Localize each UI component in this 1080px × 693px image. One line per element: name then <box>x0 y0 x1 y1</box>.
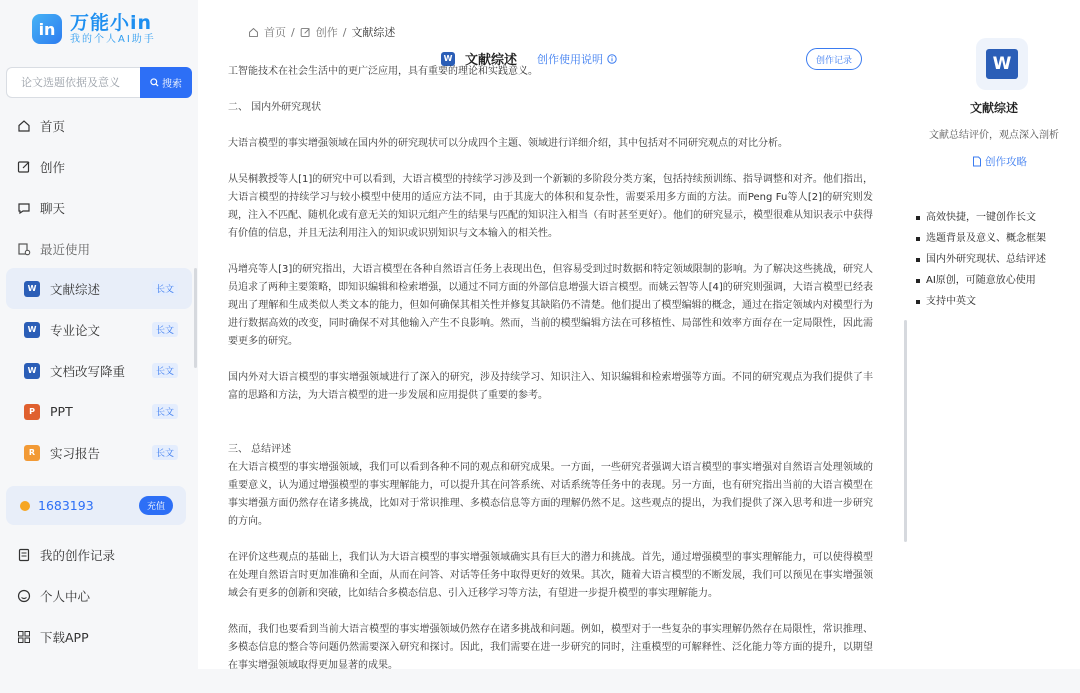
user-icon <box>16 588 32 604</box>
breadcrumb-separator: / <box>291 25 295 39</box>
feature-list <box>916 207 1046 312</box>
recent-item-label: 文档改写降重 <box>50 363 126 379</box>
brand-name: 万能小in <box>70 12 153 34</box>
breadcrumb <box>248 24 395 40</box>
nav-profile-label: 个人中心 <box>40 589 91 604</box>
search-icon <box>150 78 159 87</box>
creation-record-button[interactable]: 创作记录 <box>806 48 862 70</box>
paragraph: 然而，我们也要看到当前大语言模型的事实增强领域仍然存在诸多挑战和问题。例如，模型对于一些复杂的事实理解仍然存在局限性，常识推理、多模态信息的整合等问题仍然需要深入研究和探讨。因此，我们需要在进一步研究的同时，注重模型的可解释性、泛化能力等方面的提升，以期望在事实增强领域取得更加显著的成果。 <box>228 624 873 671</box>
sidebar-scrollbar[interactable] <box>194 268 197 368</box>
home-icon <box>248 27 259 38</box>
ppt-icon: P <box>24 404 40 420</box>
long-text-badge: 长文 <box>152 322 178 337</box>
recent-item-rewrite[interactable] <box>6 350 192 391</box>
word-doc-icon <box>976 38 1028 90</box>
word-doc-icon: W <box>24 363 40 379</box>
paragraph: 从吴桐教授等人[1]的研究中可以看到，大语言模型的持续学习涉及到一个新颖的多阶段分类方案，包括持续预训练、指导调整和对齐。他们指出，大语言模型的持续学习与较小模型中使用的适应方法不同，由于其庞大的体积和复杂性，需要采用多方面的方法。而Peng Fu等人[2]的研究则发现，注入不匹配、随机化或有意无关的知识元组产生的结果与匹配的知识注入相当（有时甚至更好）。他们的研究显示，模型很难从知识表示中获得有价值的信息，并且无法利用注入的知识或识别知识与文本输入的相关性。 <box>228 174 873 239</box>
report-icon: R <box>24 445 40 461</box>
recharge-button[interactable]: 充值 <box>139 496 173 515</box>
info-panel <box>908 0 1080 669</box>
sidebar <box>0 0 198 669</box>
search-button[interactable] <box>140 67 192 98</box>
nav-recent <box>16 240 90 258</box>
brand-tagline: 我的个人AI助手 <box>70 34 156 45</box>
breadcrumb-home[interactable]: 首页 <box>264 26 286 39</box>
section-heading: 二、 国内外研究现状 <box>228 102 322 113</box>
creation-guide-label: 创作攻略 <box>985 156 1027 168</box>
nav-home-label: 首页 <box>40 119 66 134</box>
feature-item: 选题背景及意义、概念框架 <box>916 228 1046 249</box>
search-bar <box>6 67 192 98</box>
word-doc-icon: W <box>24 281 40 297</box>
search-input[interactable] <box>6 67 140 98</box>
chat-icon <box>16 200 32 216</box>
usage-guide-link[interactable]: 创作使用说明 <box>537 52 604 66</box>
credit-value: 1683193 <box>38 498 94 513</box>
section-heading: 三、 总结评述 <box>228 444 292 455</box>
feature-item: 国内外研究现状、总结评述 <box>916 249 1046 270</box>
content-scrollbar[interactable] <box>904 320 907 542</box>
panel-description: 文献总结评价，观点深入剖析 <box>929 130 1059 141</box>
nav-create[interactable] <box>16 158 65 176</box>
recent-item-internship-report[interactable] <box>6 432 192 473</box>
coin-icon <box>20 501 30 511</box>
long-text-badge: 长文 <box>152 281 178 296</box>
home-icon <box>16 118 32 134</box>
nav-download-app[interactable] <box>16 628 89 646</box>
breadcrumb-create[interactable]: 创作 <box>315 26 338 39</box>
nav-chat-label: 聊天 <box>40 201 66 216</box>
word-doc-icon: W <box>441 52 455 66</box>
recent-item-professional-paper[interactable] <box>6 309 192 350</box>
main-panel <box>198 0 908 669</box>
document-icon <box>16 547 32 563</box>
feature-item: 支持中英文 <box>916 291 1046 312</box>
word-letter: W <box>986 49 1018 79</box>
breadcrumb-separator: / <box>342 25 347 39</box>
nav-recent-label: 最近使用 <box>40 242 91 257</box>
recent-list <box>6 268 192 473</box>
paragraph: 工智能技术在社会生活中的更广泛应用，具有重要的理论和实践意义。 <box>228 66 538 77</box>
edit-icon <box>300 27 311 38</box>
nav-download-label: 下载APP <box>40 630 89 645</box>
nav-home[interactable] <box>16 117 65 135</box>
document-icon <box>972 156 982 167</box>
info-icon[interactable] <box>607 54 617 64</box>
recent-icon <box>16 241 32 257</box>
nav-records-label: 我的创作记录 <box>40 548 116 563</box>
creation-guide-link[interactable] <box>972 154 1027 169</box>
recent-item-ppt[interactable] <box>6 391 192 432</box>
edit-icon <box>16 159 32 175</box>
page-title: 文献综述 <box>465 53 518 68</box>
nav-create-label: 创作 <box>40 160 66 175</box>
nav-chat[interactable] <box>16 199 65 217</box>
recent-item-label: PPT <box>50 404 73 419</box>
paragraph: 冯增亮等人[3]的研究指出，大语言模型在各种自然语言任务上表现出色，但容易受到过时数据和特定领域限制的影响。为了解决这些挑战，研究人员追求了两种主要策略，即知识编辑和检索增强，以通过不同方面的外部信息增强大语言模型。而姚云智等人[4]的研究则强调，大语言模型已经表现出了理解和生成类似人类文本的能力，但如何确保其相关性并修复其缺陷仍不清楚。他们提出了模型编辑的概念，通过在指定领域内对模型行为进行数据高效的改变，同时确保不对其他输入产生不良影响。然而，当前的模型编辑方法在可移植性、局部性和效率方面存在一定局限性，因此需要更多的研究。 <box>228 264 873 347</box>
panel-title: 文献综述 <box>969 101 1018 115</box>
paragraph: 大语言模型的事实增强领域在国内外的研究现状可以分成四个主题、领域进行详细介绍，其中包括对不同研究观点的对比分析。 <box>228 138 788 149</box>
paragraph: 在评价这些观点的基础上，我们认为大语言模型的事实增强领域确实具有巨大的潜力和挑战。首先，通过增强模型的事实理解能力，可以使得模型在处理自然语言时更加准确和全面，从而在问答、对话等任务中取得更好的效果。其次，随着大语言模型的不断发展，我们可以预见在事实增强领域会有更多的创新和突破，比如结合多模态信息、引入迁移学习等方法，有望进一步提升模型的事实理解能力。 <box>228 552 873 599</box>
breadcrumb-current: 文献综述 <box>351 26 396 39</box>
long-text-badge: 长文 <box>152 445 178 460</box>
feature-item: 高效快捷，一键创作长文 <box>916 207 1046 228</box>
paragraph: 在大语言模型的事实增强领域，我们可以看到各种不同的观点和研究成果。一方面，一些研究者强调大语言模型的事实增强对自然语言处理领域的重要意义，认为通过增强模型的事实理解能力，可以提升其在问答系统、对话系统等任务中的表现。另一方面，也有研究指出当前的大语言模型在事实增强方面仍然存在诸多挑战，比如对于常识推理、多模态信息等方面的理解仍然不足。这些观点的提出，为我们提供了深入思考和进一步研究的方向。 <box>228 462 873 527</box>
word-doc-icon: W <box>24 322 40 338</box>
recent-item-label: 文献综述 <box>50 281 101 297</box>
grid-icon <box>16 629 32 645</box>
long-text-badge: 长文 <box>152 363 178 378</box>
recent-item-label: 专业论文 <box>50 322 101 338</box>
long-text-badge: 长文 <box>152 404 178 419</box>
recent-item-label: 实习报告 <box>50 445 101 461</box>
nav-profile[interactable] <box>16 587 90 605</box>
credit-balance <box>6 486 186 525</box>
brand-logo[interactable] <box>32 12 156 46</box>
recent-item-literature-review[interactable] <box>6 268 192 309</box>
paragraph: 国内外对大语言模型的事实增强领域进行了深入的研究，涉及持续学习、知识注入、知识编辑和检索增强等方面。不同的研究观点为我们提供了丰富的思路和方法，为大语言模型的进一步发展和应用提供了重要的参考。 <box>228 372 873 401</box>
nav-records[interactable] <box>16 546 115 564</box>
brand-logo-icon: in <box>32 14 62 44</box>
document-content[interactable] <box>228 66 873 671</box>
feature-item: AI原创，可随意放心使用 <box>916 270 1046 291</box>
search-button-label: 搜索 <box>162 79 182 90</box>
